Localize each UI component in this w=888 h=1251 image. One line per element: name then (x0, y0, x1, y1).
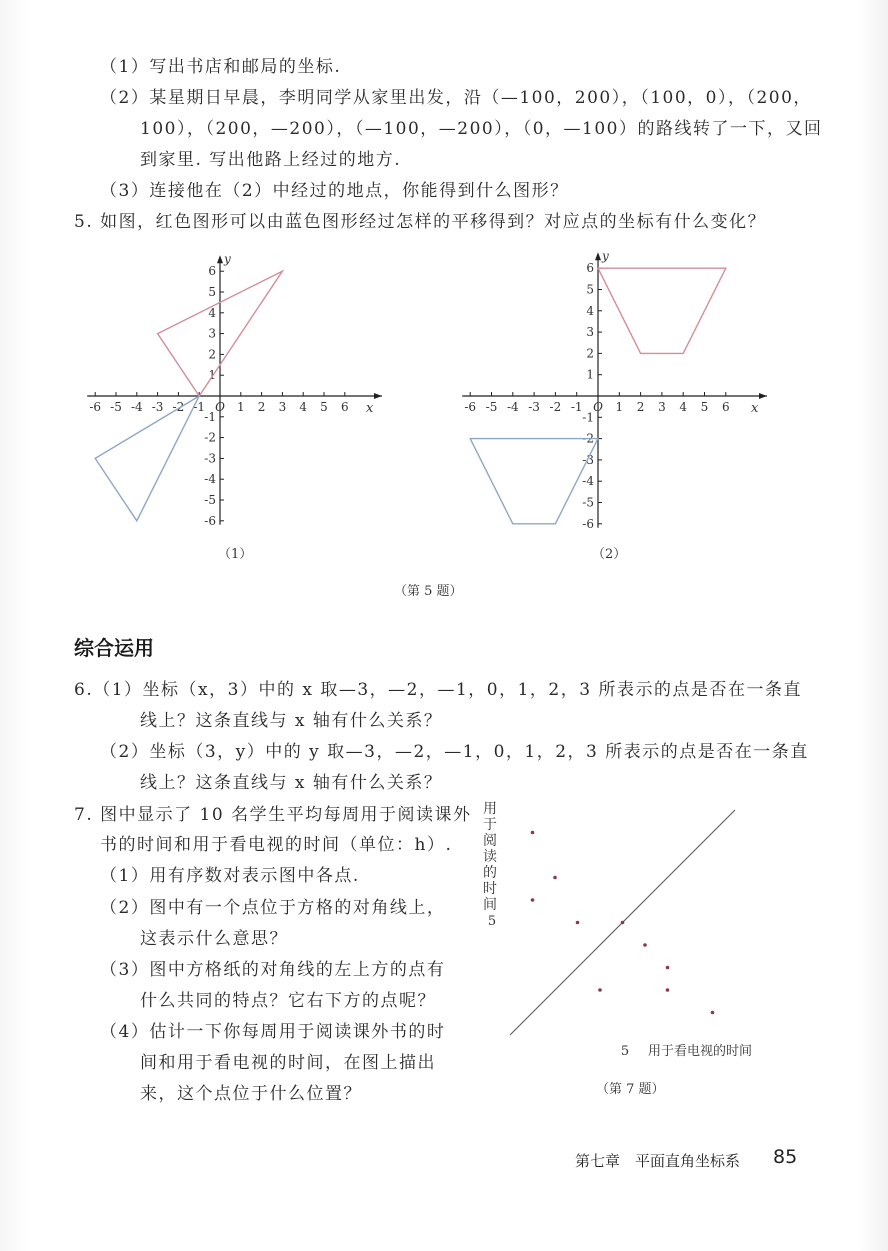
y-axis-label: y (602, 249, 609, 264)
y-axis-label-char: 的 (483, 865, 497, 881)
x-tick-label: -4 (506, 400, 519, 414)
x-tick-label: -1 (193, 400, 206, 414)
scatter-point (531, 831, 535, 835)
x-tick-label: 4 (299, 400, 308, 414)
scatter-point (598, 988, 602, 992)
y-axis-label-char: 间 (483, 897, 497, 913)
problem4-q2-line1: （2）某星期日早晨，李明同学从家里出发，沿（—100，200），（100，0），（200， (100, 88, 812, 108)
problem4-q1: （1）写出书店和邮局的坐标. (100, 57, 342, 77)
problem7-line1: 7. 图中显示了 10 名学生平均每周用于阅读课外 (74, 805, 472, 825)
x-tick-label: -4 (130, 400, 143, 414)
x-tick-label: -5 (485, 400, 498, 414)
x-tick-label: 6 (340, 400, 349, 414)
y-tick-label: -4 (204, 472, 216, 487)
y-tick-label: 4 (586, 303, 594, 318)
y-axis-label-char: 时 (483, 881, 497, 897)
y-axis-label-char: 读 (483, 849, 497, 865)
y-tick-label: 2 (586, 346, 594, 361)
x-tick-label: 5 (320, 400, 328, 414)
figure-5-1 (80, 238, 390, 538)
y-tick-label: 6 (586, 261, 594, 276)
problem7-caption: （第 7 题） (596, 1082, 665, 1097)
y-tick-label: -6 (582, 516, 594, 531)
blue-figure (470, 439, 598, 524)
y-tick-label: 3 (586, 325, 594, 340)
footer-chapter: 第七章 平面直角坐标系 (575, 1152, 741, 1170)
scatter-point (531, 898, 535, 902)
x-tick-label: 5 (700, 400, 709, 414)
y-tick-label: 6 (208, 264, 216, 279)
problem7-q4-line3: 来，这个点位于什么位置？ (140, 1084, 362, 1104)
figure-5-2-label: （2） (592, 547, 627, 562)
y-tick-label: 1 (208, 368, 216, 383)
scatter-point (643, 943, 647, 947)
x-tick-label: 2 (636, 400, 645, 414)
x-tick-label: 1 (615, 400, 624, 414)
y-tick-label: -5 (204, 493, 216, 507)
y-tick-label: -5 (582, 495, 594, 510)
y-axis-arrow (217, 255, 223, 263)
figure-5-2 (455, 238, 775, 538)
page-number: 85 (773, 1146, 798, 1168)
x-tick-label: 5 (620, 1044, 630, 1059)
x-tick-label: 3 (278, 400, 287, 414)
y-tick-label: 1 (586, 367, 594, 382)
x-tick-label: 3 (658, 400, 666, 414)
x-tick-label: -1 (570, 400, 583, 414)
x-axis-label: x (366, 401, 374, 416)
problem6-q1-line2: 线上？这条直线与 x 轴有什么关系？ (140, 711, 443, 731)
x-tick-label: 1 (236, 400, 245, 414)
problem7-q2-line2: 这表示什么意思？ (140, 929, 288, 949)
scatter-point (666, 988, 670, 992)
y-axis-label-char: 于 (483, 817, 497, 833)
problem7-q2-line1: （2）图中有一个点位于方格的对角线上， (100, 898, 446, 918)
problem6-q2-line2: 线上？这条直线与 x 轴有什么关系？ (140, 773, 443, 793)
x-tick-label: 4 (679, 400, 688, 414)
x-axis-arrow (374, 393, 382, 399)
x-tick-label: -3 (528, 400, 540, 414)
y-axis-label-char: 阅 (483, 833, 497, 849)
y-axis-label-char: 用 (483, 801, 497, 817)
x-tick-label: O (593, 400, 603, 414)
x-tick-label: -2 (172, 400, 185, 414)
x-tick-label: -3 (151, 400, 164, 414)
x-tick-label: -2 (549, 400, 562, 414)
y-tick-label: -1 (582, 410, 594, 425)
y-tick-label: -4 (582, 474, 594, 489)
figure-7 (470, 795, 790, 1065)
problem7-q4-line1: （4）估计一下你每周用于阅读课外书的时 (100, 1022, 446, 1042)
x-axis-label: 用于看电视的时间 (648, 1044, 753, 1059)
y-tick-label: 5 (586, 282, 594, 297)
y-tick-label: 5 (487, 914, 497, 929)
problem7-q1: （1）用有序数对表示图中各点. (100, 866, 360, 886)
y-tick-label: -6 (204, 513, 216, 528)
y-axis-arrow (595, 252, 601, 260)
y-tick-label: -1 (204, 409, 216, 424)
problem7-q3-line1: （3）图中方格纸的对角线的左上方的点有 (100, 960, 446, 980)
scatter-point (621, 921, 625, 925)
y-tick-label: 5 (208, 285, 216, 299)
section-heading: 综合运用 (74, 636, 154, 660)
scatter-point (711, 1011, 715, 1015)
problem4-q2-line3: 到家里. 写出他路上经过的地方. (140, 150, 402, 170)
problem6-q1-line1: 6.（1）坐标（x，3）中的 x 取—3，—2，—1，0，1，2，3 所表示的点是否在一条直 (74, 680, 802, 700)
problem7-q4-line2: 间和用于看电视的时间，在图上描出 (140, 1053, 436, 1073)
x-axis-label: x (751, 401, 759, 416)
problem6-q2-line1: （2）坐标（3，y）中的 y 取—3，—2，—1，0，1，2，3 所表示的点是否在一条直 (100, 742, 809, 762)
problem7-q3-line2: 什么共同的特点？它右下方的点呢？ (140, 991, 436, 1011)
problem4-q2-line2: 100），（200，—200），（—100，—200），（0，—100）的路线转了一下，又回 (140, 119, 823, 139)
scatter-point (666, 966, 670, 970)
x-tick-label: 6 (721, 400, 730, 414)
y-tick-label: -2 (204, 430, 216, 445)
scatter-point (553, 876, 557, 880)
y-tick-label: -2 (582, 431, 594, 446)
problem4-q3: （3）连接他在（2）中经过的地点，你能得到什么图形？ (100, 181, 569, 201)
x-tick-label: -5 (110, 400, 122, 414)
problem5-caption: （第 5 题） (394, 584, 463, 599)
problem7-line2: 书的时间和用于看电视的时间（单位：h）. (100, 835, 453, 855)
red-figure (598, 268, 726, 353)
x-axis-arrow (759, 393, 767, 399)
y-tick-label: 4 (208, 305, 216, 320)
y-tick-label: -3 (204, 451, 216, 466)
scatter-point (576, 921, 580, 925)
x-tick-label: O (215, 400, 225, 414)
x-tick-label: -6 (464, 400, 477, 414)
x-tick-label: -6 (89, 400, 102, 414)
y-tick-label: -3 (582, 452, 594, 467)
y-tick-label: 3 (208, 326, 216, 341)
y-tick-label: 2 (208, 347, 216, 362)
problem5-text: 5. 如图，红色图形可以由蓝色图形经过怎样的平移得到？对应点的坐标有什么变化？ (74, 212, 767, 232)
x-tick-label: 2 (257, 400, 266, 414)
figure-5-1-label: （1） (218, 547, 253, 562)
blue-figure (95, 396, 199, 521)
y-axis-label: y (224, 252, 231, 267)
